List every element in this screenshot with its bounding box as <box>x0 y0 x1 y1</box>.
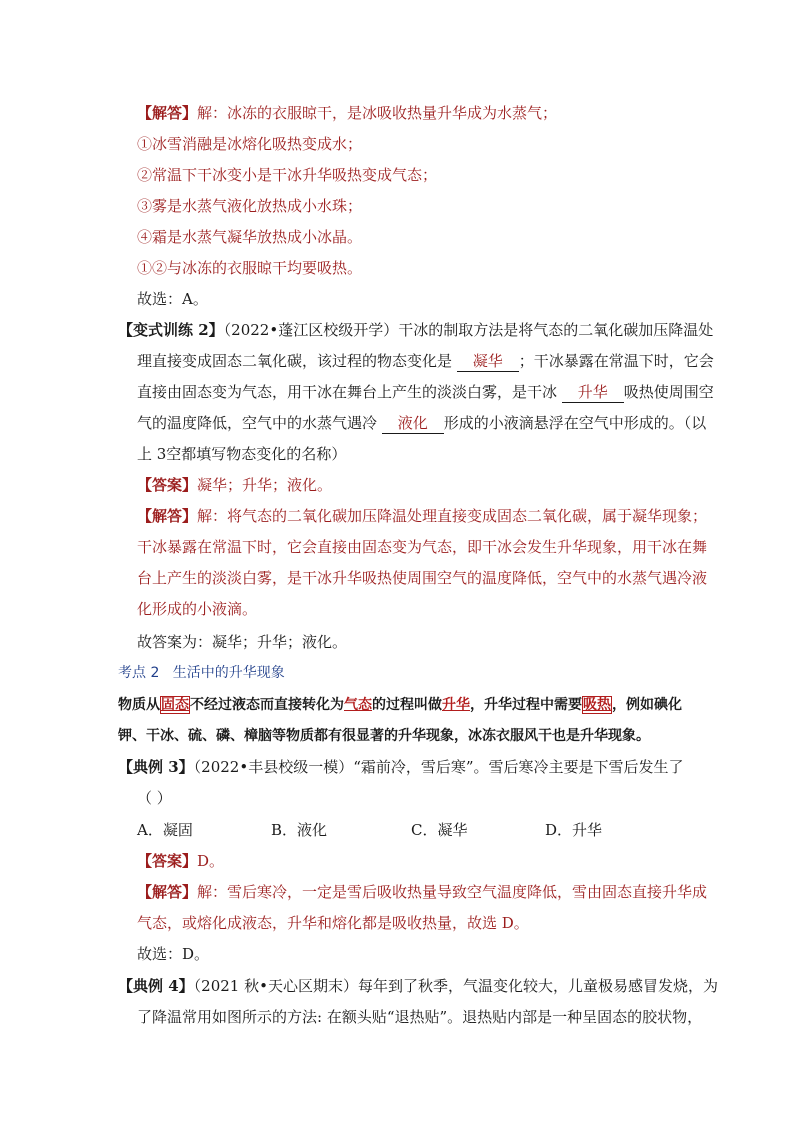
solution-line <box>137 882 707 902</box>
choice-line: 故选：D。 <box>137 945 210 963</box>
solution-tag: 【解答】 <box>137 507 198 525</box>
knowledge-point-label: 考点 2 <box>118 665 160 681</box>
solution-item: ③雾是水蒸气液化放热成小水珠； <box>137 197 363 215</box>
variant-tag: 【变式训练 2】 <box>118 321 224 339</box>
question-source: （2022•丰县校级一模） <box>193 758 354 776</box>
knowledge-point-title: 生活中的升华现象 <box>172 665 285 681</box>
answer-text: 凝华；升华；液化。 <box>197 476 333 494</box>
answer-line <box>137 475 332 495</box>
solution-text: 解：冰冻的衣服晾干，是冰吸收热量升华成为水蒸气； <box>197 104 558 122</box>
example-question-line <box>118 976 718 996</box>
answer-blank-2: 升华 <box>562 382 624 403</box>
knowledge-paragraph: 钾、干冰、硫、磷、樟脑等物质都有很显著的升华现象，冰冻衣服风干也是升华现象。 <box>118 728 650 744</box>
solution-line <box>137 103 557 123</box>
variant-question-line <box>137 351 714 372</box>
question-text: 直接由固态变为气态，用干冰在舞台上产生的淡淡白雾，是干冰 <box>137 383 558 401</box>
question-text: 理直接变成固态二氧化碳，该过程的物态变化是 <box>137 352 453 370</box>
solution-text: 解：雪后寒冷，一定是雪后吸收热量导致空气温度降低，雪由固态直接升华成 <box>197 883 708 901</box>
variant-question-line <box>118 320 713 340</box>
answer-blank-3: 液化 <box>382 413 444 434</box>
variant-question-line <box>137 382 714 403</box>
options-row <box>137 820 602 840</box>
solution-line: 化形成的小液滴。 <box>137 600 258 618</box>
question-text: 干冰的制取方法是将气态的二氧化碳加压降温处 <box>398 321 714 339</box>
answer-line <box>137 851 224 871</box>
question-text: 吸热使周围空 <box>623 383 714 401</box>
solution-line: 台上产生的淡淡白雾，是干冰升华吸热使周围空气的温度降低，空气中的水蒸气遇冷液 <box>137 569 708 587</box>
knowledge-point-heading <box>118 663 285 683</box>
highlight-absorb-heat: 吸热 <box>583 697 611 713</box>
choice-line: 故选：A。 <box>137 290 208 308</box>
highlight-sublimation: 升华 <box>442 697 470 713</box>
final-answer-line: 故答案为：凝华；升华；液化。 <box>137 633 348 651</box>
answer-tag: 【答案】 <box>137 852 198 870</box>
solution-item: ④霜是水蒸气凝华放热成小冰晶。 <box>137 228 363 246</box>
solution-item: ②常温下干冰变小是干冰升华吸热变成气态； <box>137 166 438 184</box>
example-tag: 【典例 3】 <box>118 758 194 776</box>
option-a: A．凝固 <box>137 821 193 839</box>
answer-blank-1: 凝华 <box>457 351 519 372</box>
solution-item: ①②与冰冻的衣服晾干均要吸热。 <box>137 259 363 277</box>
answer-text: D。 <box>197 852 225 870</box>
paragraph-text: ，升华过程中需要 <box>470 697 582 713</box>
paragraph-text: 物质从 <box>118 697 160 713</box>
question-text: ；干冰暴露在常温下时，它会 <box>518 352 714 370</box>
knowledge-paragraph <box>118 695 682 715</box>
option-c: C．凝华 <box>411 821 468 839</box>
example-question-line: 了降温常用如图所示的方法: 在额头贴“退热贴”。退热贴内部是一种呈固态的胶状物， <box>137 1008 703 1026</box>
paragraph-text: 的过程叫做 <box>372 697 442 713</box>
variant-question-line: 上 3空都填写物态变化的名称） <box>137 445 347 463</box>
question-text: 气的温度降低，空气中的水蒸气遇冷 <box>137 414 378 432</box>
question-text: 每年到了秋季，气温变化较大，儿童极易感冒发烧，为 <box>357 977 718 995</box>
question-source: （2022•蓬江区校级开学） <box>223 321 399 339</box>
solution-tag: 【解答】 <box>137 883 198 901</box>
paragraph-text: 不经过液态而直接转化为 <box>190 697 344 713</box>
highlight-gas: 气态 <box>344 697 372 713</box>
solution-line: 干冰暴露在常温下时，它会直接由固态变为气态，即干冰会发生升华现象，用干冰在舞 <box>137 538 708 556</box>
question-source: （2021 秋•天心区期末） <box>193 977 358 995</box>
answer-paren: （ ） <box>137 789 172 807</box>
solution-tag: 【解答】 <box>137 104 198 122</box>
option-d: D．升华 <box>545 821 603 839</box>
solution-text: 解：将气态的二氧化碳加压降温处理直接变成固态二氧化碳，属于凝华现象； <box>197 507 708 525</box>
option-b: B．液化 <box>271 821 328 839</box>
solution-item: ①冰雪消融是冰熔化吸热变成水； <box>137 135 363 153</box>
solution-line <box>137 506 707 526</box>
question-text: 形成的小液滴悬浮在空气中形成的。（以 <box>443 414 707 432</box>
solution-line: 气态，或熔化成液态，升华和熔化都是吸收热量，故选 D。 <box>137 914 529 932</box>
highlight-solid: 固态 <box>161 697 189 713</box>
example-question-line <box>118 757 684 777</box>
variant-question-line <box>137 413 706 434</box>
example-tag: 【典例 4】 <box>118 977 194 995</box>
answer-tag: 【答案】 <box>137 476 198 494</box>
question-text: “霜前冷，雪后寒”。雪后寒冷主要是下雪后发生了 <box>353 758 684 776</box>
paragraph-text: ，例如碘化 <box>612 697 682 713</box>
